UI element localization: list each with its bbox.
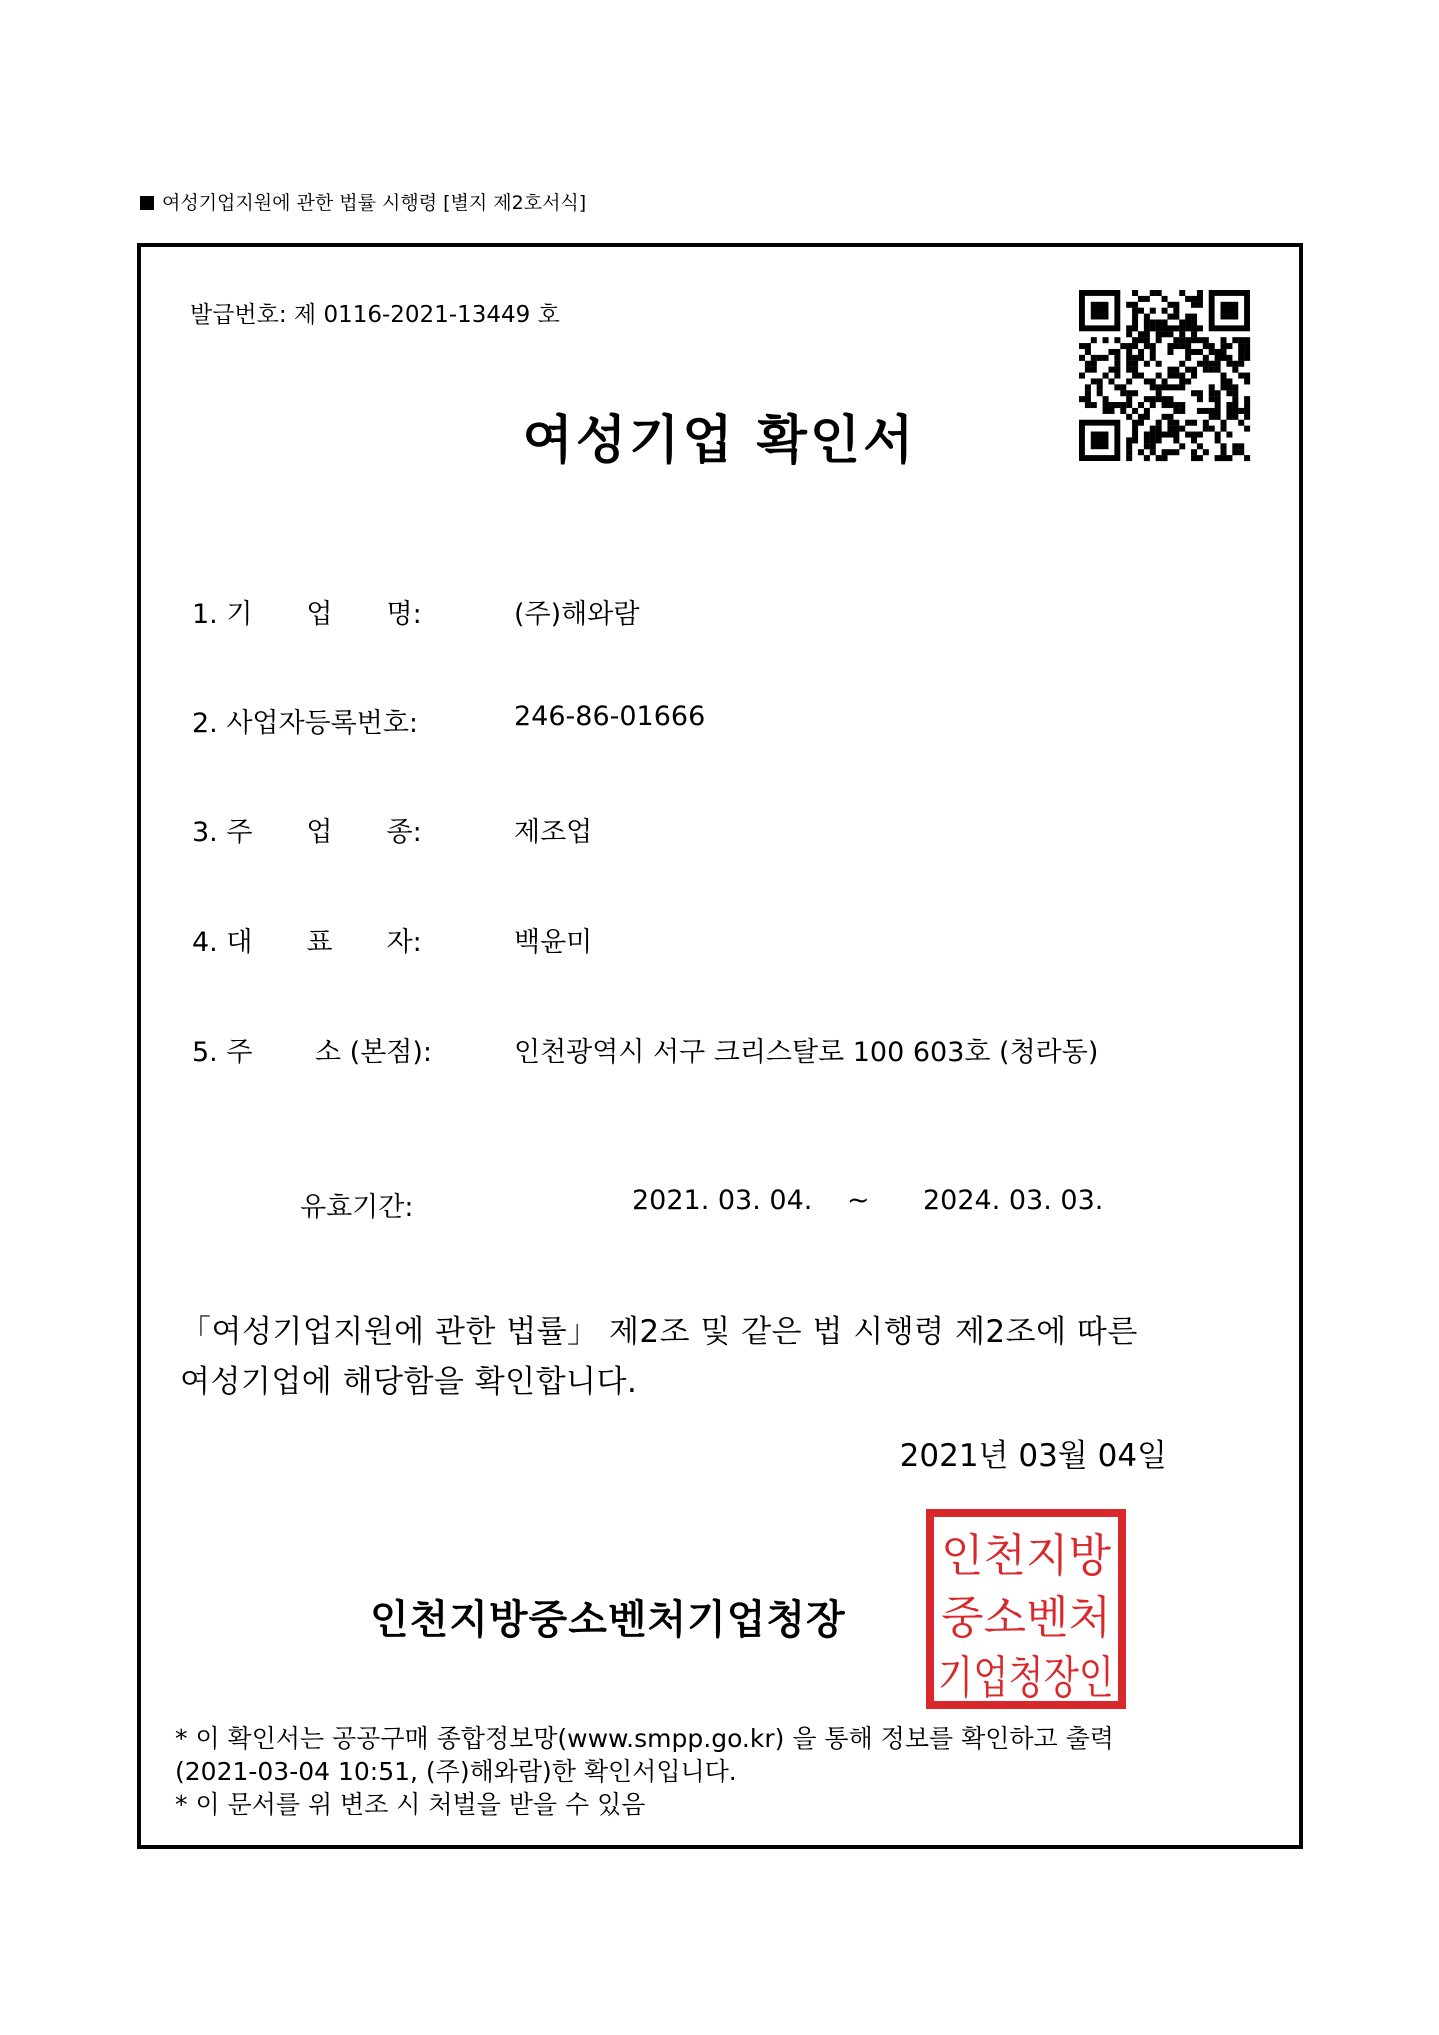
field-label: 1. 기 업 명: [192, 599, 422, 630]
seal-line: 중소벤처 [941, 1591, 1111, 1644]
square-bullet-icon [140, 196, 154, 210]
declaration-line: 「여성기업지원에 관한 법률」 제2조 및 같은 법 시행령 제2조에 따른 [180, 1314, 1138, 1350]
document-title: 여성기업 확인서 [522, 411, 917, 471]
field-value: 제조업 [514, 817, 593, 848]
declaration [180, 1307, 1180, 1407]
field-value: 인천광역시 서구 크리스탈로 100 603호 (청라동) [514, 1037, 1099, 1068]
validity-separator: ~ [847, 1185, 870, 1216]
declaration-line: 여성기업에 해당함을 확인합니다. [180, 1364, 638, 1400]
validity-start-date: 2021. 03. 04. [632, 1185, 813, 1216]
field-label: 4. 대 표 자: [192, 927, 422, 958]
form-reference [140, 188, 586, 215]
seal-line: 기업청장인 [938, 1651, 1114, 1704]
field-value: (주)해와람 [514, 599, 640, 630]
field-value: 백윤미 [514, 927, 593, 958]
field-label: 5. 주 소 (본점): [192, 1037, 433, 1068]
validity-label: 유효기간: [300, 1192, 414, 1223]
field-label: 2. 사업자등록번호: [192, 708, 419, 739]
footnote-line: * 이 확인서는 공공구매 종합정보망(www.smpp.go.kr) 을 통해 정보를 확인하고 출력 [175, 1724, 1114, 1753]
field-label: 3. 주 업 종: [192, 817, 422, 848]
issue-date: 2021년 03월 04일 [899, 1438, 1167, 1474]
footnote-line: * 이 문서를 위 변조 시 처벌을 받을 수 있음 [175, 1790, 646, 1819]
seal-line: 인천지방 [941, 1529, 1112, 1582]
footnotes [175, 1722, 1114, 1821]
issue-number: 발급번호: 제 0116-2021-13449 호 [190, 302, 560, 328]
validity-end-date: 2024. 03. 03. [923, 1185, 1104, 1216]
form-reference-text: 여성기업지원에 관한 법률 시행령 [별지 제2호서식] [162, 192, 587, 214]
field-value: 246-86-01666 [514, 701, 706, 732]
issuer-name: 인천지방중소벤처기업청장 [370, 1597, 846, 1643]
official-seal [922, 1505, 1130, 1713]
footnote-line: (2021-03-04 10:51, (주)해와람)한 확인서입니다. [175, 1757, 737, 1786]
